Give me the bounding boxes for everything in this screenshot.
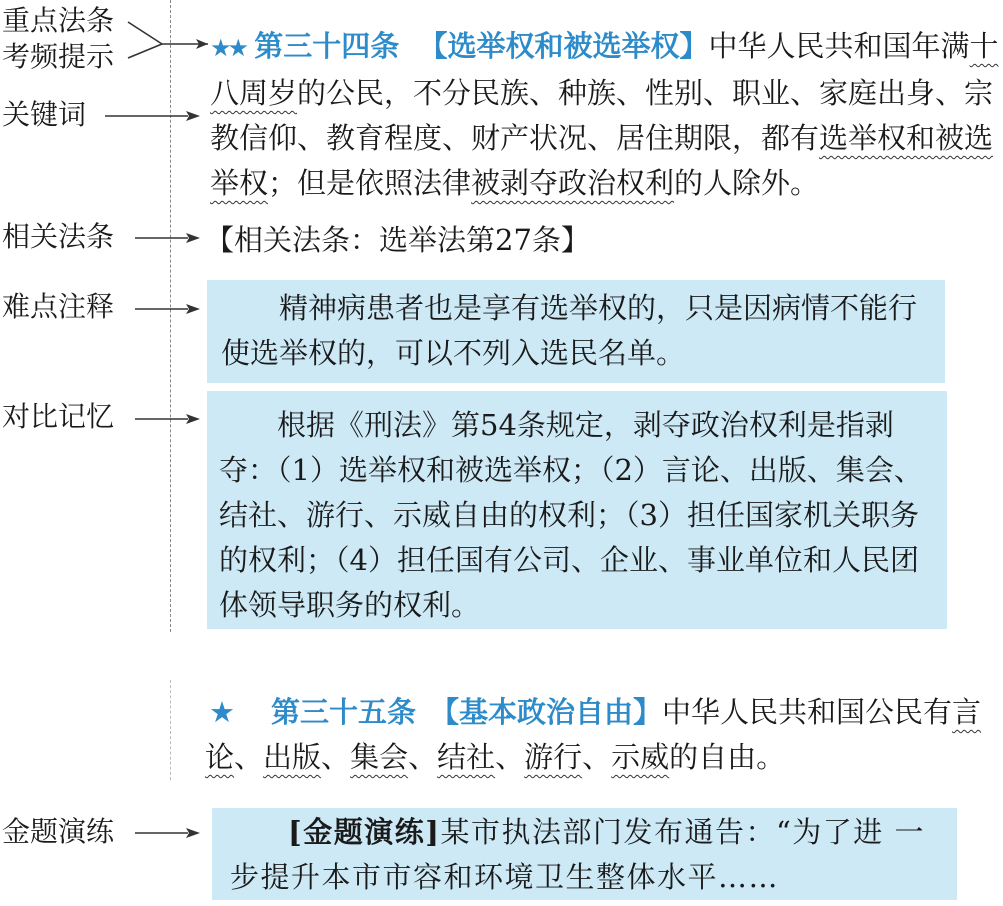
article-34-number: 第三十四条 <box>254 29 400 63</box>
keyword-right-to-vote: 选举权和被选举权 <box>210 121 994 200</box>
bracket-arrow-line-top <box>128 22 162 44</box>
keyword-speech: 言论 <box>205 695 982 774</box>
label-comparison-memory: 对比记忆 <box>2 400 115 433</box>
separator: 、 <box>495 740 525 774</box>
separator: 、 <box>408 740 438 774</box>
article-34-text-4: 的人除外。 <box>674 166 820 200</box>
comparison-box: 根据《刑法》第54条规定，剥夺政治权利是指剥夺：（1）选举权和被选举权；（2）言论、出版、集会、结社、游行、示威自由的权利；（3）担任国家机关职务的权利；（4）担任国有公司、企业、事业单位和人民团体领导职务的权利。 <box>207 391 947 629</box>
arrowhead-keyword <box>186 111 200 121</box>
article-34-title: 【选举权和被选举权】 <box>418 29 709 63</box>
separator: 、 <box>234 740 264 774</box>
article-35-number: 第三十五条 <box>271 695 417 729</box>
star-icon: ★ <box>209 695 235 729</box>
article-34-text-1: 中华人民共和国年满 <box>708 29 970 63</box>
keyword-press: 出版 <box>263 740 322 774</box>
arrowhead-compare <box>186 414 200 424</box>
article-35-title: 【基本政治自由】 <box>430 695 663 729</box>
separator: 、 <box>321 740 351 774</box>
article-34-text-2: 的公民，不分民族、种族、性别、职业、家庭出身、宗教信仰、教育程度、财产状况、居住期限，都有 <box>210 76 994 155</box>
bracket-arrow-line-bottom <box>128 44 162 58</box>
keyword-assembly: 集会 <box>350 740 409 774</box>
keyword-eighteen-years: 十八周岁 <box>210 29 999 110</box>
exam-exercise-box <box>212 808 957 900</box>
article-35-text-1: 中华人民共和国公民有 <box>662 695 953 729</box>
arrowhead-note <box>186 304 200 314</box>
label-difficulty-note: 难点注释 <box>2 290 115 323</box>
article-34-text-3: ；但是依照法律 <box>268 166 472 200</box>
arrowhead-exercise <box>186 828 200 838</box>
label-key-article: 重点法条 <box>2 4 115 37</box>
keyword-demonstration: 示威 <box>611 740 670 774</box>
keyword-procession: 游行 <box>524 740 583 774</box>
keyword-deprived-political-rights: 被剥夺政治权利 <box>471 166 675 200</box>
exercise-tag: [金题演练] <box>288 815 441 849</box>
label-keyword: 关键词 <box>2 98 87 131</box>
label-related-article: 相关法条 <box>2 220 115 253</box>
exercise-text: 某市执法部门发布通告：“为了进 一步提升本市市容和环境卫生整体水平…… <box>230 815 925 894</box>
two-star-icon: ★★ <box>210 34 246 62</box>
article-35-text-end: 的自由。 <box>669 740 786 774</box>
label-frequency-hint: 考频提示 <box>2 40 115 73</box>
related-article: 【相关法条：选举法第27条】 <box>205 223 590 257</box>
separator: 、 <box>582 740 612 774</box>
label-exam-exercise: 金题演练 <box>2 815 115 848</box>
article-34 <box>210 24 1000 206</box>
keyword-association: 结社 <box>437 740 496 774</box>
article-35 <box>205 690 1003 780</box>
arrowhead-related <box>186 233 200 243</box>
difficulty-note-box: 精神病患者也是享有选举权的，只是因病情不能行使选举权的，可以不列入选民名单。 <box>207 280 945 383</box>
